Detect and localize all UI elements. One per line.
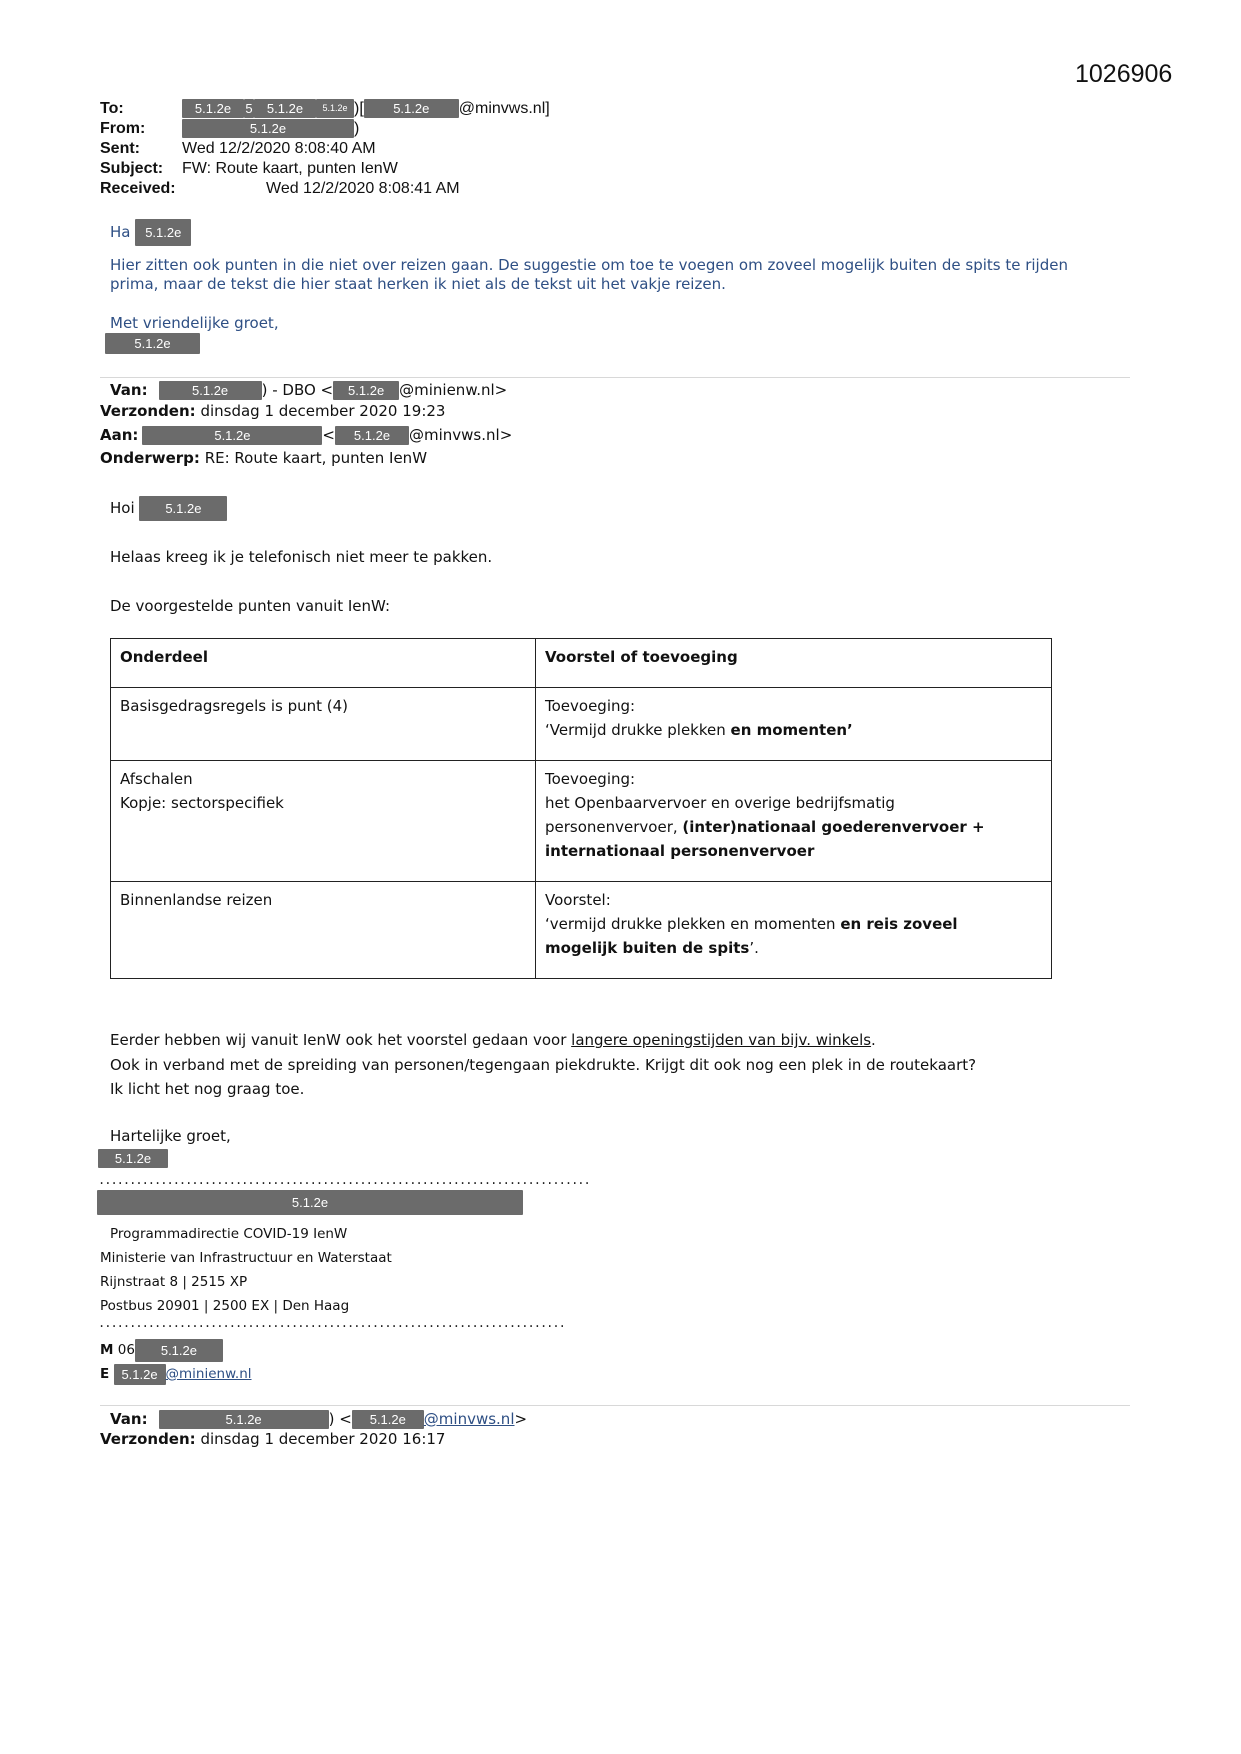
table-row bbox=[111, 761, 1052, 882]
redacted-field: 5.1.2e bbox=[139, 496, 227, 521]
aan-mid: < bbox=[322, 426, 335, 444]
cell-text: personenvervoer, (inter)nationaal goederenvervoer + bbox=[545, 818, 985, 836]
cell-text: Basisgedragsregels is punt (4) bbox=[120, 697, 348, 715]
from-label: From: bbox=[100, 120, 146, 137]
cell-text: Toevoeging: bbox=[545, 770, 636, 788]
verzonden-value: dinsdag 1 december 2020 19:23 bbox=[200, 402, 446, 420]
redacted-field: 5.1.2e bbox=[97, 1190, 523, 1215]
sent-value: Wed 12/2/2020 8:08:40 AM bbox=[182, 140, 376, 157]
followup-line: Ik licht het nog graag toe. bbox=[110, 1080, 305, 1098]
cell-text: ‘Vermijd drukke plekken en momenten’ bbox=[545, 721, 853, 739]
reply-greeting bbox=[110, 219, 191, 246]
to-label: To: bbox=[100, 100, 124, 117]
divider bbox=[100, 377, 1130, 378]
redacted-field: 5.1.2e bbox=[352, 1410, 424, 1429]
verzonden-value: dinsdag 1 december 2020 16:17 bbox=[200, 1430, 446, 1448]
van-label: Van: bbox=[110, 1410, 148, 1428]
mobile-label: M bbox=[100, 1342, 114, 1358]
redacted-field: 5.1.2e bbox=[98, 1149, 168, 1168]
from-close: ) bbox=[354, 120, 360, 137]
to-domain: @minvws.nl] bbox=[458, 100, 550, 117]
redacted-field: 5.1.2e bbox=[135, 1339, 223, 1362]
mobile-prefix: 06 bbox=[117, 1342, 135, 1358]
onderwerp-value: RE: Route kaart, punten IenW bbox=[204, 449, 428, 467]
table-header-cell: Voorstel of toevoeging bbox=[536, 639, 1052, 688]
email-link[interactable]: @minienw.nl bbox=[165, 1366, 252, 1382]
signature-name-redaction bbox=[97, 1190, 523, 1215]
signature-address: Rijnstraat 8 | 2515 XP bbox=[100, 1274, 248, 1290]
mail1-aan-row bbox=[100, 424, 512, 447]
verzonden-label: Verzonden: bbox=[100, 402, 196, 420]
van-mid: ) - DBO < bbox=[261, 381, 334, 399]
aan-domain: @minvws.nl> bbox=[409, 426, 513, 444]
cell-text: het Openbaarvervoer en overige bedrijfsmatig bbox=[545, 794, 895, 812]
received-value: Wed 12/2/2020 8:08:41 AM bbox=[266, 180, 460, 197]
mail1-onderwerp-row bbox=[100, 449, 427, 467]
cell-text: ‘vermijd drukke plekken en momenten en reis zoveel bbox=[545, 915, 958, 933]
aan-label: Aan: bbox=[100, 426, 139, 444]
cell-text: Afschalen bbox=[120, 770, 193, 788]
divider bbox=[100, 1405, 1130, 1406]
van-domain: @minienw.nl> bbox=[399, 381, 508, 399]
signature-dots: ........................................................................... bbox=[98, 1316, 565, 1330]
table-header-row bbox=[111, 639, 1052, 688]
redacted-field: 5.1.2e bbox=[254, 99, 316, 118]
redacted-field: 5 bbox=[245, 101, 253, 117]
subject-row bbox=[100, 159, 398, 179]
cell-text: internationaal personenvervoer bbox=[545, 842, 815, 860]
reply-body bbox=[110, 256, 1068, 294]
redacted-field: 5.1.2e bbox=[142, 426, 322, 445]
followup-line: Eerder hebben wij vanuit IenW ook het voorstel gedaan voor langere openingstijden van bijv. winkels. bbox=[110, 1031, 876, 1049]
mail2-van-row bbox=[110, 1407, 527, 1431]
cell-text: mogelijk buiten de spits’. bbox=[545, 939, 759, 957]
proposals-table bbox=[110, 638, 1052, 979]
redacted-field: 5.1.2e bbox=[316, 99, 354, 118]
sent-row bbox=[100, 139, 376, 159]
greeting-text: Ha bbox=[110, 223, 131, 241]
cell-text: Toevoeging: bbox=[545, 697, 636, 715]
subject-label: Subject: bbox=[100, 160, 164, 177]
table-row bbox=[111, 688, 1052, 761]
table-header-cell: Onderdeel bbox=[111, 639, 536, 688]
redacted-field: 5.1.2e bbox=[333, 381, 399, 400]
table-cell bbox=[111, 761, 536, 882]
redacted-field: 5.1.2e bbox=[159, 1410, 329, 1429]
onderwerp-label: Onderwerp: bbox=[100, 449, 200, 467]
table-cell bbox=[536, 882, 1052, 979]
table-cell bbox=[111, 882, 536, 979]
highlighted-phrase: langere openingstijden van bijv. winkels bbox=[571, 1031, 872, 1049]
cell-text: Binnenlandse reizen bbox=[120, 891, 273, 909]
signature-postbus: Postbus 20901 | 2500 EX | Den Haag bbox=[100, 1298, 350, 1314]
redacted-field: 5.1.2e bbox=[335, 426, 409, 445]
mail1-verzonden-row bbox=[100, 402, 445, 420]
mail1-greeting bbox=[110, 496, 227, 521]
greeting-text: Hoi bbox=[110, 499, 135, 517]
van-label: Van: bbox=[110, 381, 148, 399]
mail1-paragraph: De voorgestelde punten vanuit IenW: bbox=[110, 597, 391, 615]
received-label: Received: bbox=[100, 180, 176, 197]
closing-redaction bbox=[98, 1148, 168, 1168]
redacted-field: 5.1.2e bbox=[182, 99, 244, 118]
mail1-followup bbox=[110, 1028, 976, 1102]
to-row bbox=[100, 99, 550, 119]
table-cell bbox=[536, 688, 1052, 761]
redacted-field: 5.1.2e bbox=[182, 119, 354, 138]
email-label: E bbox=[100, 1366, 110, 1382]
signature-dept: Programmadirectie COVID-19 IenW bbox=[110, 1226, 348, 1242]
redacted-field: 5.1.2e bbox=[159, 381, 262, 400]
van-email-link[interactable]: @minvws.nl bbox=[423, 1410, 515, 1428]
van-end: > bbox=[514, 1410, 528, 1428]
redacted-field: 5.1.2e bbox=[105, 333, 200, 354]
table-row bbox=[111, 882, 1052, 979]
redacted-field: 5.1.2e bbox=[114, 1364, 166, 1385]
reply-line: Hier zitten ook punten in die niet over reizen gaan. De suggestie om toe te voegen om zoveel mogelijk buiten de spits te rijden bbox=[110, 256, 1068, 274]
signature-email-row bbox=[100, 1362, 252, 1386]
cell-text: Kopje: sectorspecifiek bbox=[120, 794, 284, 812]
signature-ministry: Ministerie van Infrastructuur en Waterstaat bbox=[100, 1250, 392, 1266]
redacted-field: 5.1.2e bbox=[364, 99, 459, 118]
reply-signature-redaction bbox=[105, 333, 200, 354]
sent-label: Sent: bbox=[100, 140, 140, 157]
mail1-closing: Hartelijke groet, bbox=[110, 1127, 231, 1145]
table-cell bbox=[111, 688, 536, 761]
reply-closing: Met vriendelijke groet, bbox=[110, 314, 279, 332]
table-cell bbox=[536, 761, 1052, 882]
signature-dots: ............................................................................... bbox=[98, 1173, 590, 1187]
from-row bbox=[100, 119, 359, 139]
to-separator: )[ bbox=[354, 100, 364, 117]
mail1-paragraph: Helaas kreeg ik je telefonisch niet meer te pakken. bbox=[110, 548, 493, 566]
mail2-verzonden-row bbox=[100, 1430, 445, 1448]
van-mid: ) < bbox=[328, 1410, 352, 1428]
reply-line: prima, maar de tekst die hier staat herken ik niet als de tekst uit het vakje reizen. bbox=[110, 275, 726, 293]
mail1-van-row bbox=[110, 379, 507, 402]
received-row bbox=[100, 179, 460, 199]
signature-mobile-row bbox=[100, 1338, 223, 1362]
redacted-field: 5.1.2e bbox=[135, 219, 191, 246]
verzonden-label: Verzonden: bbox=[100, 1430, 196, 1448]
followup-line: Ook in verband met de spreiding van personen/tegengaan piekdrukte. Krijgt dit ook nog een plek in de routekaart? bbox=[110, 1055, 977, 1074]
cell-text: Voorstel: bbox=[545, 891, 611, 909]
subject-value: FW: Route kaart, punten IenW bbox=[182, 160, 398, 177]
document-number: 1026906 bbox=[1075, 60, 1173, 88]
